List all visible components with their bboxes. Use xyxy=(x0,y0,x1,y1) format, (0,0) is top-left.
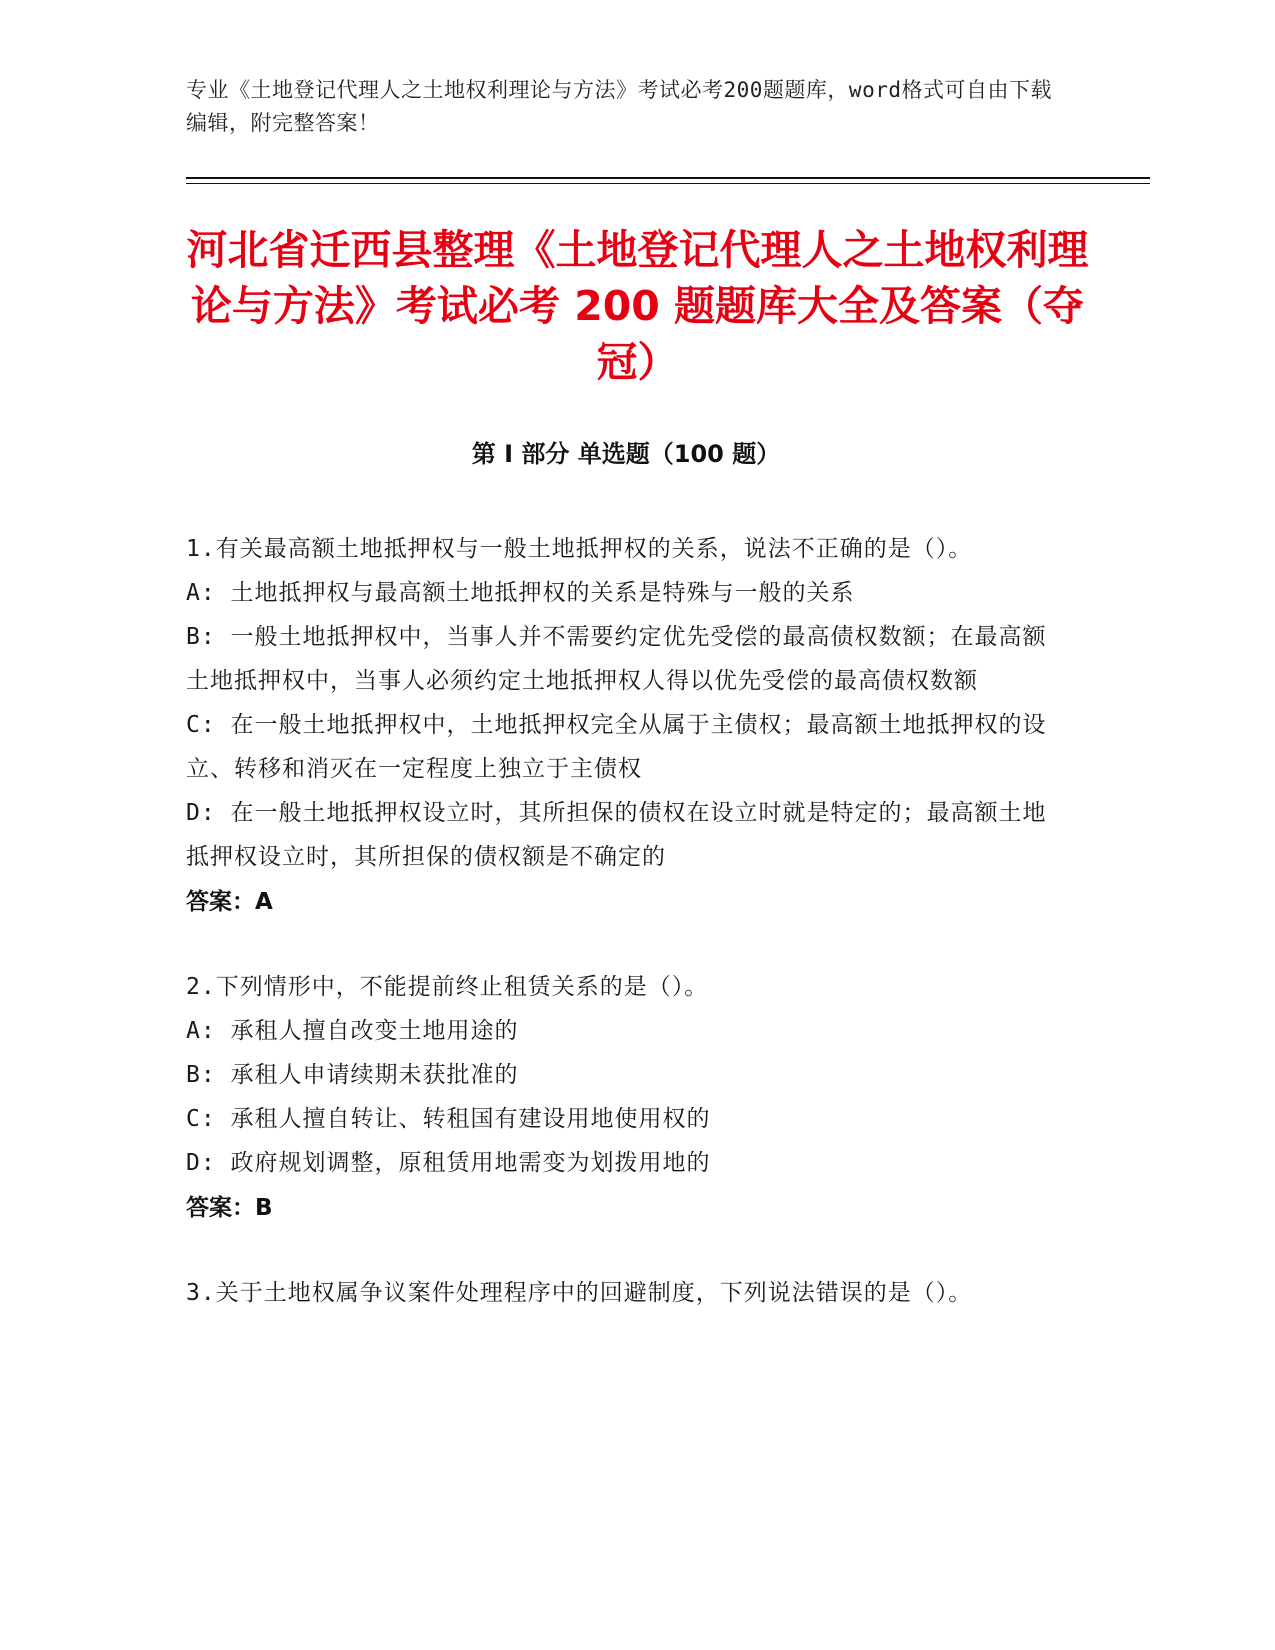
document-title: 河北省迁西县整理《土地登记代理人之土地权利理论与方法》考试必考 200 题题库大全及答案（夺冠） xyxy=(186,226,1089,386)
question-text: 3.关于土地权属争议案件处理程序中的回避制度，下列说法错误的是（）。 xyxy=(186,1280,973,1306)
header-note: 专业《土地登记代理人之土地权利理论与方法》考试必考200题题库，word格式可自由下载编辑，附完整答案！ xyxy=(186,78,1052,135)
option-c: C: 在一般土地抵押权中，土地抵押权完全从属于主债权；最高额土地抵押权的设立、转移和消灭在一定程度上独立于主债权 xyxy=(186,712,1047,782)
answer: 答案：A xyxy=(186,889,273,915)
option-b: B: 承租人申请续期未获批准的 xyxy=(186,1062,519,1088)
answer: 答案：B xyxy=(186,1195,273,1221)
question-text: 1.有关最高额土地抵押权与一般土地抵押权的关系，说法不正确的是（）。 xyxy=(186,536,973,562)
option-d: D: 在一般土地抵押权设立时，其所担保的债权在设立时就是特定的；最高额土地抵押权设立时，其所担保的债权额是不确定的 xyxy=(186,800,1047,870)
question-3 xyxy=(186,1271,1066,1315)
question-2 xyxy=(186,965,1066,1231)
header-divider-thin xyxy=(186,183,1150,184)
option-c: C: 承租人擅自转让、转租国有建设用地使用权的 xyxy=(186,1106,711,1132)
option-b: B: 一般土地抵押权中，当事人并不需要约定优先受偿的最高债权数额；在最高额土地抵押权中，当事人必须约定土地抵押权人得以优先受偿的最高债权数额 xyxy=(186,624,1047,694)
section-title: 第 I 部分 单选题（100 题） xyxy=(471,440,781,468)
option-a: A: 土地抵押权与最高额土地抵押权的关系是特殊与一般的关系 xyxy=(186,580,855,606)
question-1 xyxy=(186,527,1066,925)
header-divider-thick xyxy=(186,177,1150,179)
option-a: A: 承租人擅自改变土地用途的 xyxy=(186,1018,519,1044)
question-list xyxy=(186,527,1066,1355)
question-text: 2.下列情形中，不能提前终止租赁关系的是（）。 xyxy=(186,974,709,1000)
option-d: D: 政府规划调整，原租赁用地需变为划拨用地的 xyxy=(186,1150,711,1176)
